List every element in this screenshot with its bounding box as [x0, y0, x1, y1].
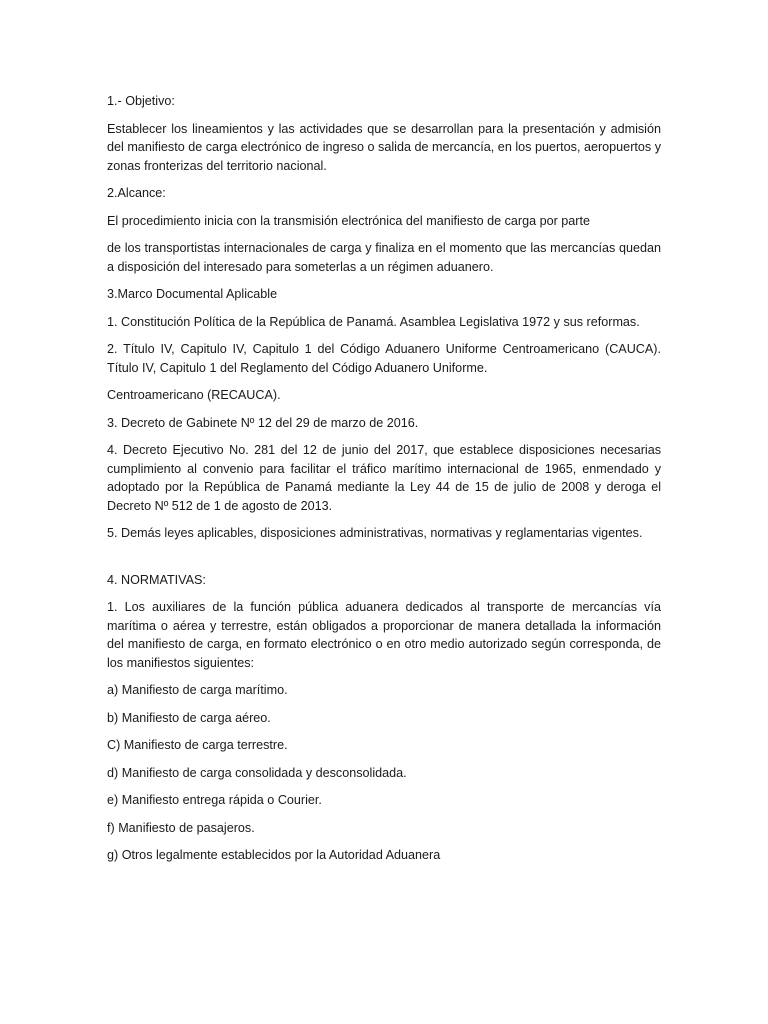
manifiesto-item: d) Manifiesto de carga consolidada y desconsolidada. [107, 765, 407, 780]
manifiesto-item: g) Otros legalmente establecidos por la Autoridad Aduanera [107, 848, 441, 862]
normativas-heading: 4. NORMATIVAS: [107, 572, 206, 587]
manifiesto-item: b) Manifiesto de carga aéreo. [107, 710, 271, 725]
marco-item: 4. Decreto Ejecutivo No. 281 del 12 de junio del 2017, que establece disposiciones necesarias cumplimiento al convenio para facilitar el tráfico marítimo internacional de 1965, enmendado y adoptado por la República de Panamá mediante la Ley 44 de 15 de julio de 2008 y deroga el Decreto Nº 512 de 1 de agosto de 2013. [107, 443, 661, 513]
alcance-heading: 2.Alcance: [107, 186, 166, 200]
marco-heading: 3.Marco Documental Aplicable [107, 287, 278, 301]
marco-item: 3. Decreto de Gabinete Nº 12 del 29 de marzo de 2016. [107, 415, 419, 430]
marco-item: Centroamericano (RECAUCA). [107, 388, 281, 402]
manifiesto-item: f) Manifiesto de pasajeros. [107, 820, 255, 835]
alcance-line2: de los transportistas internacionales de carga y finaliza en el momento que las mercancías quedan a disposición del interesado para someterlas a un régimen aduanero. [107, 241, 661, 274]
normativas-text: 1. Los auxiliares de la función pública aduanera dedicados al transporte de mercancías vía marítima o aérea y terrestre, están obligados a proporcionar de manera detallada la información del manifiesto de carga, en formato electrónico o en otro medio autorizado según corresponda, de los manifiestos siguientes: [107, 600, 661, 670]
marco-item: 1. Constitución Política de la República de Panamá. Asamblea Legislativa 1972 y sus reformas. [107, 314, 640, 329]
manifiesto-item: a) Manifiesto de carga marítimo. [107, 683, 288, 697]
manifiesto-item: C) Manifiesto de carga terrestre. [107, 738, 288, 752]
alcance-line1: El procedimiento inicia con la transmisión electrónica del manifiesto de carga por parte [107, 213, 591, 228]
objetivo-heading: 1.- Objetivo: [107, 94, 175, 108]
marco-item: 5. Demás leyes aplicables, disposiciones administrativas, normativas y reglamentarias vigentes. [107, 526, 643, 540]
manifiesto-item: e) Manifiesto entrega rápida o Courier. [107, 793, 322, 807]
marco-item: 2. Título IV, Capitulo IV, Capitulo 1 del Código Aduanero Uniforme Centroamericano (CAUCA). Título IV, Capitulo 1 del Reglamento del Código Aduanero Uniforme. [107, 342, 661, 375]
document-page [107, 92, 661, 865]
objetivo-text: Establecer los lineamientos y las actividades que se desarrollan para la presentación y admisión del manifiesto de carga electrónico de ingreso o salida de mercancía, en los puertos, aeropuertos y zonas fronterizas del territorio nacional. [107, 121, 661, 173]
